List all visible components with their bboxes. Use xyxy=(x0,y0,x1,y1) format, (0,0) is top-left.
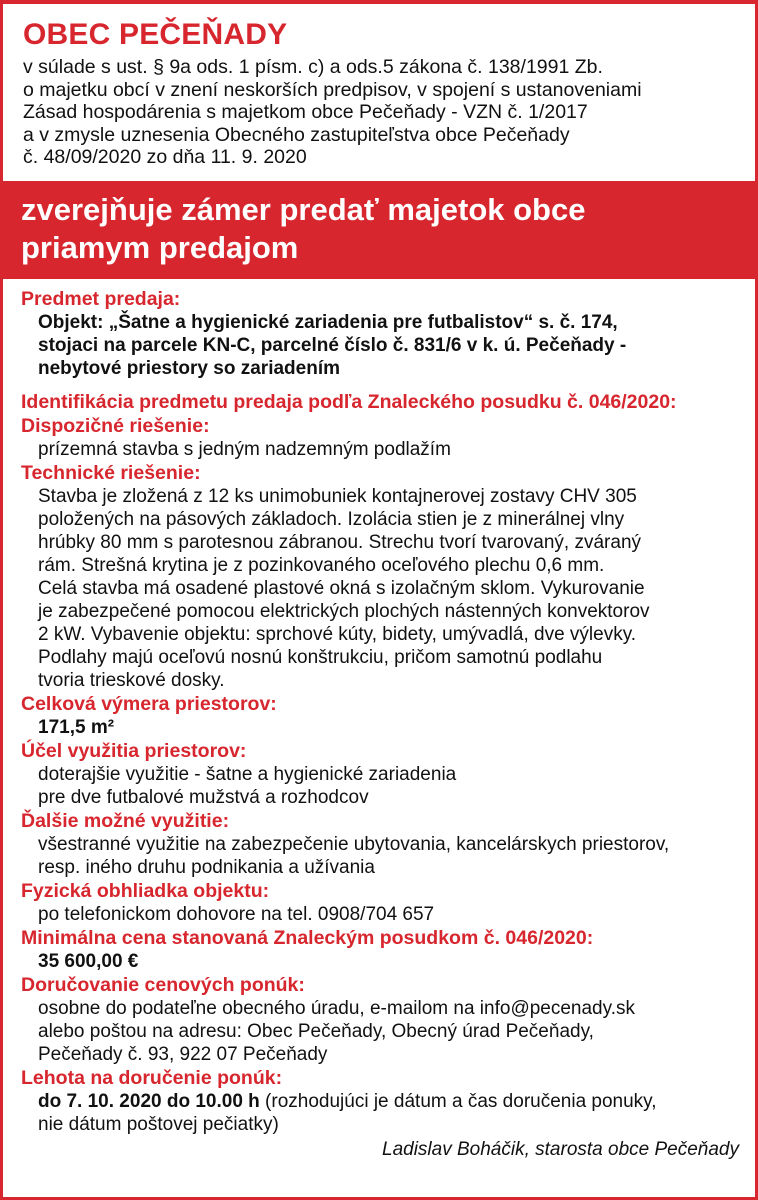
intro-line: v súlade s ust. § 9a ods. 1 písm. c) a ods.5 zákona č. 138/1991 Zb. xyxy=(23,56,603,78)
cena-value: 35 600,00 € xyxy=(38,950,139,972)
dalsie-line: resp. iného druhu podnikania a užívania xyxy=(38,856,375,878)
section-heading-ucel: Účel využitia priestorov: xyxy=(21,739,247,762)
banner-line: priamym predajom xyxy=(21,229,299,265)
predmet-line: Objekt: „Šatne a hygienické zariadenia pre futbalistov“ s. č. 174, xyxy=(38,311,618,333)
dorucovanie-line: osobne do podateľne obecného úradu, e-mailom na info@pecenady.sk xyxy=(38,997,635,1019)
technicke-line: Celá stavba má osadené plastové okná s izolačným sklom. Vykurovanie xyxy=(38,577,645,599)
dorucovanie-line: alebo poštou na adresu: Obec Pečeňady, Obecný úrad Pečeňady, xyxy=(38,1020,594,1042)
technicke-line: Podlahy majú oceľovú nosnú konštrukciu, pričom samotnú podlahu xyxy=(38,646,603,668)
lehota-line xyxy=(38,1090,741,1113)
technicke-line: hrúbky 80 mm s parotesnou zábranou. Strechu tvorí tvarovaný, zváraný xyxy=(38,531,642,553)
obhliadka-line: po telefonickom dohovore na tel. 0908/704 657 xyxy=(38,903,435,925)
intro-line: a v zmysle uznesenia Obecného zastupiteľstva obce Pečeňady xyxy=(23,123,570,146)
technicke-line: je zabezpečené pomocou elektrických plochých nástenných konvektorov xyxy=(38,600,650,622)
section-heading-cena: Minimálna cena stanovaná Znaleckým posudkom č. 046/2020: xyxy=(21,926,594,949)
ucel-line: doterajšie využitie - šatne a hygienické zariadenia xyxy=(38,763,457,785)
section-heading-predmet: Predmet predaja: xyxy=(21,287,181,310)
mayor-signature: Ladislav Boháčik, starosta obce Pečeňady xyxy=(382,1138,739,1160)
dalsie-line: všestranné využitie na zabezpečenie ubytovania, kancelárskych priestorov, xyxy=(38,833,670,855)
section-heading-dispozicne: Dispozičné riešenie: xyxy=(21,414,210,437)
notice-header xyxy=(3,4,755,177)
technicke-line: položených na pásových základoch. Izolácia stien je z minerálnej vlny xyxy=(38,508,625,530)
dispozicne-line: prízemná stavba s jedným nadzemným podlažím xyxy=(38,438,451,460)
legal-basis-text xyxy=(23,56,741,169)
banner-line: zverejňuje zámer predať majetok obce xyxy=(21,191,586,227)
predmet-text xyxy=(21,311,741,380)
section-heading-identifikacia: Identifikácia predmetu predaja podľa Znaleckého posudku č. 046/2020: xyxy=(21,390,677,413)
technicke-line: rám. Strešná krytina je z pozinkovaného oceľového plechu 0,6 mm. xyxy=(38,554,605,576)
section-heading-dorucovanie: Doručovanie cenových ponúk: xyxy=(21,973,305,996)
notice-content xyxy=(3,279,755,1162)
ucel-line: pre dve futbalové mužstvá a rozhodcov xyxy=(38,786,369,808)
municipality-title: OBEC PEČEŇADY xyxy=(23,18,288,51)
lehota-note: (rozhodujúci je dátum a čas doručenia ponuky, xyxy=(259,1090,657,1112)
lehota-line: nie dátum poštovej pečiatky) xyxy=(38,1113,279,1135)
technicke-line: tvoria trieskové dosky. xyxy=(38,669,225,691)
section-heading-technicke: Technické riešenie: xyxy=(21,461,201,484)
technicke-text xyxy=(21,485,741,692)
obhliadka-text xyxy=(21,903,741,926)
intro-line: č. 48/09/2020 zo dňa 11. 9. 2020 xyxy=(23,146,307,168)
ucel-text xyxy=(21,763,741,809)
vymera-value: 171,5 m² xyxy=(38,716,115,738)
technicke-line: Stavba je zložená z 12 ks unimobuniek kontajnerovej zostavy CHV 305 xyxy=(38,485,637,507)
dalsie-text xyxy=(21,833,741,879)
lehota-deadline: do 7. 10. 2020 do 10.00 h xyxy=(38,1090,260,1112)
section-heading-vymera: Celková výmera priestorov: xyxy=(21,692,277,715)
dorucovanie-line: Pečeňady č. 93, 922 07 Pečeňady xyxy=(38,1043,328,1065)
intro-line: Zásad hospodárenia s majetkom obce Pečeňady - VZN č. 1/2017 xyxy=(23,101,588,123)
dispozicne-text xyxy=(21,438,741,461)
intro-line: o majetku obcí v znení neskorších predpisov, v spojení s ustanoveniami xyxy=(23,78,642,101)
section-heading-dalsie: Ďalšie možné využitie: xyxy=(21,809,230,832)
predmet-line: nebytové priestory so zariadením xyxy=(38,357,340,379)
announcement-banner xyxy=(3,181,755,279)
section-heading-lehota: Lehota na doručenie ponúk: xyxy=(21,1066,283,1089)
technicke-line: 2 kW. Vybavenie objektu: sprchové kúty, bidety, umývadlá, dve výlevky. xyxy=(38,623,637,645)
section-heading-obhliadka: Fyzická obhliadka objektu: xyxy=(21,879,270,902)
predmet-line: stojaci na parcele KN-C, parcelné číslo č. 831/6 v k. ú. Pečeňady - xyxy=(38,334,627,356)
lehota-text xyxy=(21,1090,741,1136)
dorucovanie-text xyxy=(21,997,741,1066)
